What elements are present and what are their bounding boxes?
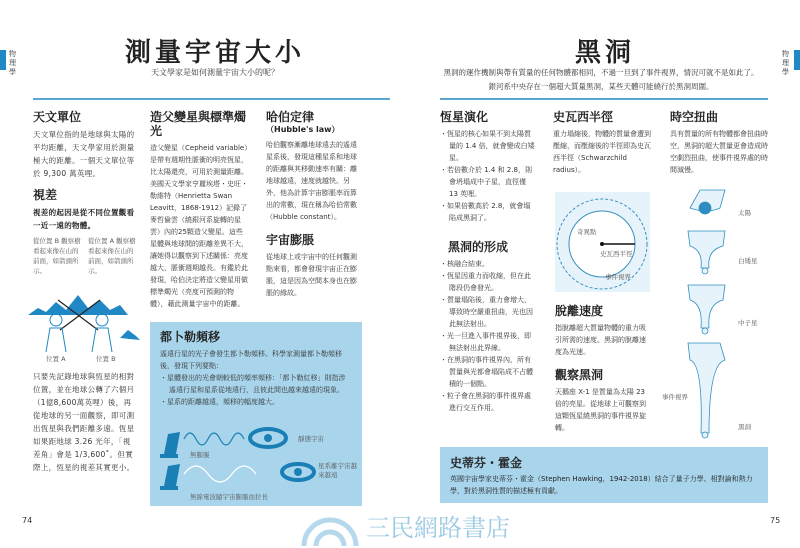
page-title: 黑洞 [574, 38, 635, 68]
bullet: ・ 如果倍數高於 2.8，就會塌陷成黑洞了。 [440, 200, 535, 224]
caption: 從位置 B 觀察樹看起來像在山的前面，如箭頭所示。 [33, 237, 81, 275]
bullet: ・ 星系的距離越遠，頻移的幅度越大。 [160, 396, 352, 408]
escape-section [555, 304, 652, 434]
neutron-star-label: 中子星 [738, 319, 758, 327]
section-text: 視差的起因是從不同位置觀看一近一遠的物體。 [33, 208, 135, 230]
bullet: ・ 核融合結束。 [440, 258, 535, 270]
bullet: ・ 恆星因重力而收縮，但在此階段仍會發光。 [440, 270, 535, 294]
section-text: 哈伯觀察漸離地球遠去的遙遠星系後，發現這種星系和地球的距離與其移動速率有關：離地球越遠，速度就越快。另外，他為計算宇宙膨脹率而算出的常數，現在稱為哈伯常數（Hubble constant）。 [266, 141, 357, 221]
position-b-label: 位置 B [96, 355, 116, 363]
cepheid-section [150, 110, 248, 310]
hawking-box [440, 447, 768, 503]
spacetime-warp-illustration [685, 188, 735, 440]
section-heading: 史蒂芬・霍金 [450, 456, 523, 470]
singularity-label: 奇異點 [577, 228, 597, 236]
label: 靜態宇宙 [298, 435, 324, 443]
section-heading: 黑洞的形成 [448, 240, 509, 254]
schwarzschild-diagram [555, 192, 650, 292]
section-text: 從地球上或宇宙中的任何觀測點來看，都會發現宇宙正在膨脹，這是因為空間本身也在膨脹的緣故。 [266, 253, 357, 297]
caption: 從位置 A 觀察樹看起來像在山的前面，如箭頭所示。 [88, 237, 136, 275]
side-tab-label: 物理學 [9, 50, 16, 76]
sun-label: 太陽 [738, 209, 751, 217]
subtitle-line: 黑洞的運作機制與帶有質量的任何物體都相同，不過一旦到了事件視界，情況可就不是如此了。 [443, 68, 759, 77]
horizon-label: 事件視界 [605, 273, 631, 281]
parallax-text: 只要先記錄地球與恆星的相對位置，並在地球公轉了六個月（1億8,600萬英哩）後，再從地球的另一面觀察，即可測出恆星與我們距離多遠。恆星如果距地球 3.26 光年，「視差角」會是 1/3,600˚。但實際上，恆星的視差其實更小。 [33, 372, 135, 472]
side-tab-label: 物理學 [782, 50, 789, 76]
watermark [300, 508, 530, 546]
section-heading: 恆星演化 [440, 110, 489, 124]
tab-marker [794, 50, 800, 70]
bullet: ・ 星體發出的光會朝較低的頻率頻移：「都卜勒紅移」則指涉遙遠行星和星系從地遠行，且彼此間也越來越遠的現象。 [160, 372, 352, 396]
stellar-section [440, 110, 535, 224]
section-text: 具有質量的所有物體都會扭曲時空，黑洞的超大質量更會造成時空劇烈扭曲，使事件視界處的時間減慢。 [670, 130, 768, 174]
au-section [33, 110, 135, 232]
page-subtitle [420, 66, 782, 94]
section-heading: 天文單位 [33, 110, 82, 124]
divider [440, 98, 768, 100]
page-title: 測量宇宙大小 [124, 38, 305, 68]
bullet: ・ 若倍數介於 1.4 和 2.8，則會坍塌成中子星，直徑僅 13 英哩。 [440, 164, 535, 200]
formation-section [440, 240, 535, 414]
section-heading: 宇宙膨脹 [266, 233, 315, 247]
label: 無線電波隨宇宙膨脹而拉長 [190, 493, 268, 501]
watermark-text: 三民網路書店 [366, 514, 510, 542]
section-text: 指脫離超大質量物體的重力吸引所需的速度。黑洞的脫離速度為光速。 [555, 324, 646, 356]
page-number: 75 [770, 516, 781, 525]
section-text: 遙遠行星的光子會發生都卜勒頻移。科學家測量都卜勒頻移後，發現下列要點： [160, 350, 342, 370]
section-text: 重力塌縮後，物體的質量會遭到壓縮，而壓縮後的半徑即為史瓦西半徑（Schwarzchild radius）。 [553, 130, 651, 174]
section-heading: 哈伯定律 [266, 110, 315, 124]
section-subheading: （Hubble's law） [266, 125, 340, 134]
tab-marker [0, 50, 6, 70]
event-horizon-label: 事件視界 [662, 393, 688, 401]
section-heading: 觀察黑洞 [555, 368, 604, 382]
bullet: ・ 質量塌陷後，重力會增大，導致時空嚴重扭曲，光也因此無法射出。 [440, 294, 535, 330]
section-heading: 史瓦西半徑 [553, 110, 614, 124]
section-text: 天鵝座 X-1 是質量為太陽 23 倍的亮星。從地球上可觀察到這顆恆星繞黑洞的事件視界旋轉。 [555, 388, 646, 432]
spacetime-section [670, 110, 774, 176]
bullet: ・ 恆星的核心如果不到太陽質量的 1.4 倍，就會變成白矮星。 [440, 128, 535, 164]
hubble-section [266, 110, 362, 299]
bullet: ・ 在黑洞的事件視界內，所有質量與光都會塌陷成不占體積的一個點。 [440, 354, 535, 390]
section-heading: 視差 [33, 188, 58, 202]
label: 無膨脹 [190, 451, 210, 459]
black-hole-label: 黑洞 [738, 423, 751, 431]
section-text: 天文單位指的是地球與太陽的平均距離，天文學家用於測量極大的距離。一個天文單位等於 9,300 萬英哩。 [33, 130, 135, 178]
radius-label: 史瓦西半徑 [600, 250, 633, 258]
section-text: 造父變星（Cepheid variable）是帶有週期性脈衝的明亮恆星，比太陽還亮，可用於測量距離。美國天文學家亨麗埃塔・史旺・勒維特（Henrietta Swan Leavitt，1868-1912）記錄了麥哲倫雲（繞銀河系旋轉的星雲）內的25顆造父變星。這些星體與地球間的距離差異不大，讓她得以觀察到下述關係：亮度越大，脈衝週期越長。有鑑於此發現，哈伯決定將造父變星用做標準燭光（亮度可預測的物體），藉此測量宇宙中的距離。 [150, 144, 248, 308]
label: 星系離宇宙越來越遠 [318, 462, 357, 479]
parallax-illustration [28, 280, 143, 352]
section-heading: 時空扭曲 [670, 110, 719, 124]
section-heading: 造父變星與標準燭光 [150, 110, 247, 138]
subtitle-line: 銀河系中央存在一個超大質量黑洞，某些天體可能繞行於黑洞周圍。 [488, 82, 714, 91]
schwarzschild-section [553, 110, 653, 176]
doppler-box [150, 322, 362, 506]
white-dwarf-label: 白矮星 [738, 257, 758, 265]
page-number: 74 [22, 516, 33, 525]
bullet: ・ 粒子會在黑洞的事件視界處進行交互作用。 [440, 390, 535, 414]
divider [33, 98, 390, 100]
section-heading: 都卜勒頻移 [160, 330, 221, 344]
section-text: 英國宇宙學家史蒂芬・霍金（Stephen Hawking，1942-2018）結合了量子力學、相對論和熱力學，對於黑洞性質的描述極有貢獻。 [450, 475, 753, 495]
section-heading: 脫離速度 [555, 304, 604, 318]
page-subtitle: 天文學家是如何測量宇宙大小的呢？ [151, 68, 279, 77]
bullet: ・ 光一旦進入事件視界後，即無法射出此界線。 [440, 330, 535, 354]
position-a-label: 位置 A [46, 355, 66, 363]
